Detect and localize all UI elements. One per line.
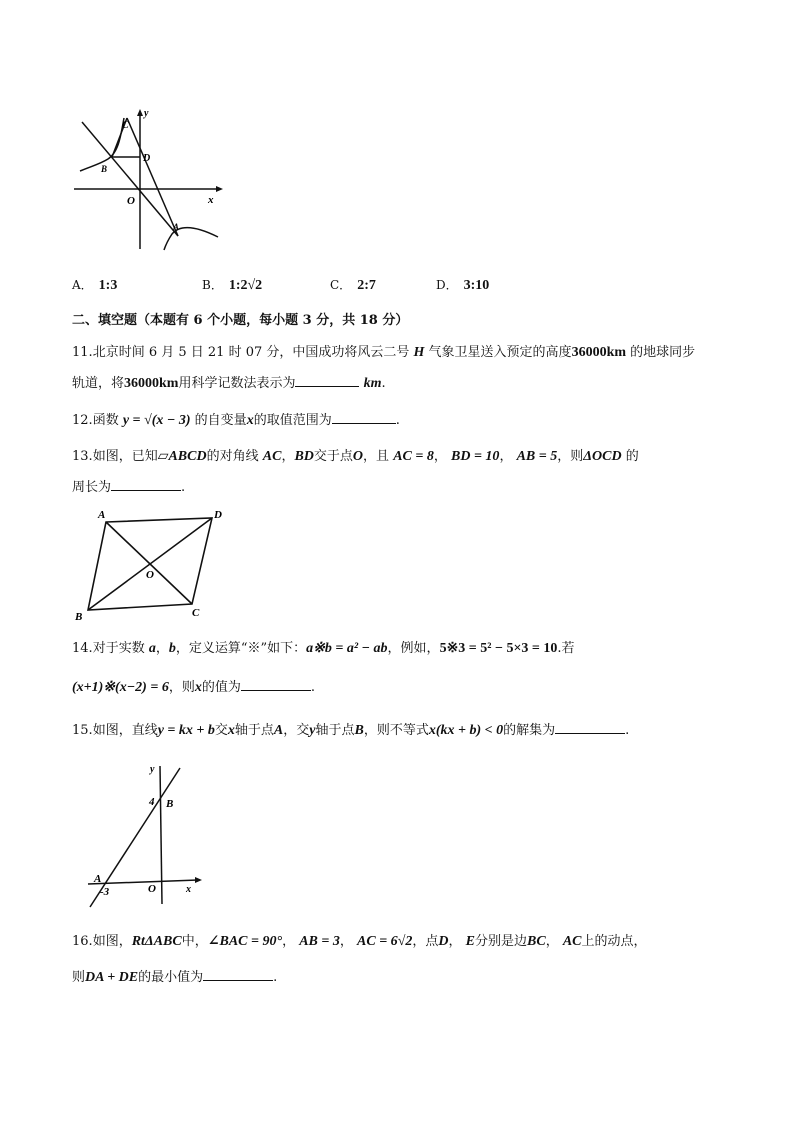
q16-number: 16. [72,934,93,949]
q14-x: x [194,680,202,695]
q10-option-d [436,276,489,294]
q14-line2 [72,677,315,698]
q10-label-o: O [127,195,135,207]
q13-text-e: ，则 [557,449,584,464]
q12-function: y = √(x − 3) [122,413,191,428]
q10-option-c-value: 2:7 [357,278,376,293]
q16-e: E [465,934,475,949]
q15-label-b: B [166,798,174,810]
q10-option-a [72,276,117,294]
q16-ab: AB = 3 [299,934,340,949]
q16-bc: BC [527,934,546,949]
q12-variable: x [246,413,254,428]
q13-ac: AC [262,449,282,464]
q11-line2 [72,373,386,394]
q13-text-c: 交于点 [313,449,353,464]
q15-figure [86,758,210,910]
q16-line1: 16.如图，RtΔABC中，∠BAC = 90°， AB = 3， AC = 6√2，点D， E分别是边BC， AC上的动点， [72,934,647,949]
q10-option-b-key: B． [202,278,223,292]
q15-label-neg3: -3 [100,886,110,898]
q13-eq1: AC = 8 [393,449,434,464]
q10-label-a: A [173,222,180,232]
q15-text-b: 交 [214,723,228,738]
q11-text-a: 北京时间 6 月 5 日 21 时 07 分，中国成功将风云二号 [92,345,410,360]
q10-label-c: C [122,120,129,131]
q10-option-d-key: D． [436,278,458,292]
q12-end: . [395,413,400,428]
q16-text-c: ，点 [412,934,439,949]
q13-end: . [181,480,186,495]
q13-comma: ， [281,449,295,464]
q13-line2 [72,477,185,498]
q13-text-a: 如图，已知 [92,449,158,464]
q11-text-d: 轨道，将 [72,376,125,391]
q16-text-b: 中， [181,934,208,949]
q14-number: 14. [72,641,93,656]
q12-text-c: 的取值范围为 [253,413,332,428]
q13-text-d: ，且 [363,449,390,464]
q10-figure [74,104,224,254]
q16-triangle: RtΔABC [131,934,182,949]
q13-text-f: 的 [625,449,639,464]
q16-angle: ∠BAC = 90° [207,934,283,949]
q16-ac: AC = 6√2 [357,934,413,949]
q13-line2-text: 周长为 [72,480,112,495]
q15-line-eq: y = kx + b [157,723,215,738]
q15-a: A [273,723,284,738]
q16-text-a: 如图， [92,934,132,949]
q14-text-d: .若 [557,641,575,656]
q15-number: 15. [72,723,93,738]
q14-answer-blank[interactable] [241,677,311,691]
q16-line2 [72,967,277,988]
q15-text-c: 轴于点 [234,723,274,738]
q11-text-c: 的地球同步 [630,345,696,360]
q11-unit: km [363,376,382,391]
q13-label-o: O [146,569,154,581]
q14-sep: ， [155,641,169,656]
q15-text-f: ，则不等式 [363,723,429,738]
q10-label-y: y [144,108,149,119]
q15-text-d: ，交 [283,723,310,738]
q13-line1: 13.如图，已知▱ABCD的对角线 AC，BD交于点O，且 AC = 8， BD = 10， AB = 5，则ΔOCD 的 [72,449,639,464]
q15-y: y [309,723,316,738]
q16-ac-side: AC [562,934,582,949]
q16-answer-blank[interactable] [203,967,273,981]
q12-answer-blank[interactable] [332,410,396,424]
q16-text-e: 上的动点， [581,934,647,949]
q14-a: a [148,641,156,656]
q14-b: b [168,641,176,656]
q12-text-a: 函数 [92,413,119,428]
q13-label-b: B [75,611,83,623]
q14-definition: a※b = a² − ab [306,641,388,656]
q14-text-a: 对于实数 [92,641,145,656]
q11-text-b: 气象卫星送入预定的高度 [428,345,572,360]
q13-label-d: D [214,509,222,521]
q13-eq2: BD = 10 [451,449,500,464]
q11-answer-blank[interactable] [295,373,359,387]
section-heading: 二、填空题（本题有 6 个小题，每小题 3 分，共 18 分） [72,313,409,328]
q15-text-a: 如图，直线 [92,723,158,738]
q15-label-y: y [150,764,155,775]
q16-end: . [273,970,278,985]
q11-line1 [72,343,695,363]
q10-label-b: B [101,164,108,174]
q12-number: 12. [72,413,93,428]
q13-label-c: C [192,607,200,619]
q16-d: D [438,934,449,949]
q10-option-a-value: 1:3 [98,278,118,293]
q16-text-g: 的最小值为 [138,970,204,985]
q10-option-d-value: 3:10 [463,278,490,293]
q16-expr: DA + DE [85,970,139,985]
q15-inequality: x(kx + b) < 0 [428,723,504,738]
q13-triangle: ΔOCD [583,449,622,464]
q10-option-c-key: C． [330,278,352,292]
q13-label-a: A [98,509,106,521]
q11-value: 36000km [124,376,179,391]
q11-satellite: H [413,345,425,360]
q15-end: . [625,723,630,738]
q15-x: x [227,723,235,738]
q11-number: 11. [72,345,93,360]
q16-text-f: 则 [72,970,86,985]
q14-end: . [310,680,315,695]
q13-figure [72,506,232,624]
q12-line [72,410,400,431]
q12-text-b: 的自变量 [194,413,247,428]
q10-label-x: x [208,194,214,206]
q13-bd: BD [294,449,314,464]
q15-b: B [354,723,364,738]
q10-option-b-value: 1:2√2 [228,278,263,293]
q11-text-e: 用科学记数法表示为 [178,376,296,391]
q14-line1 [72,639,575,659]
q15-answer-blank[interactable] [555,720,625,734]
q15-text-g: 的解集为 [503,723,556,738]
q10-option-c [330,276,376,294]
q14-text-e: ，则 [168,680,195,695]
q15-line [72,720,629,741]
q16-text-d: 分别是边 [474,934,527,949]
q15-label-o: O [148,883,156,895]
q11-height: 36000km [571,345,627,360]
q14-example: 5※3 = 5² − 5×3 = 10 [439,641,558,656]
q13-text-b: 的对角线 [206,449,259,464]
q13-number: 13. [72,449,93,464]
q14-text-f: 的值为 [201,680,241,695]
q10-option-b [202,276,262,294]
q14-text-c: ，例如， [387,641,440,656]
q15-label-x: x [186,884,191,895]
q15-label-a: A [94,873,102,885]
q14-text-b: ，定义运算“※”如下： [175,641,307,656]
q10-label-d: D [143,153,151,164]
q13-parallelogram: ▱ABCD [157,449,207,464]
q14-equation: (x+1)※(x−2) = 6 [72,680,169,695]
q13-o: O [352,449,364,464]
q15-text-e: 轴于点 [315,723,355,738]
q13-answer-blank[interactable] [111,477,181,491]
q10-option-a-key: A． [72,278,93,292]
q11-end: . [381,376,386,391]
q15-label-4: 4 [149,796,155,808]
q13-eq3: AB = 5 [516,449,558,464]
